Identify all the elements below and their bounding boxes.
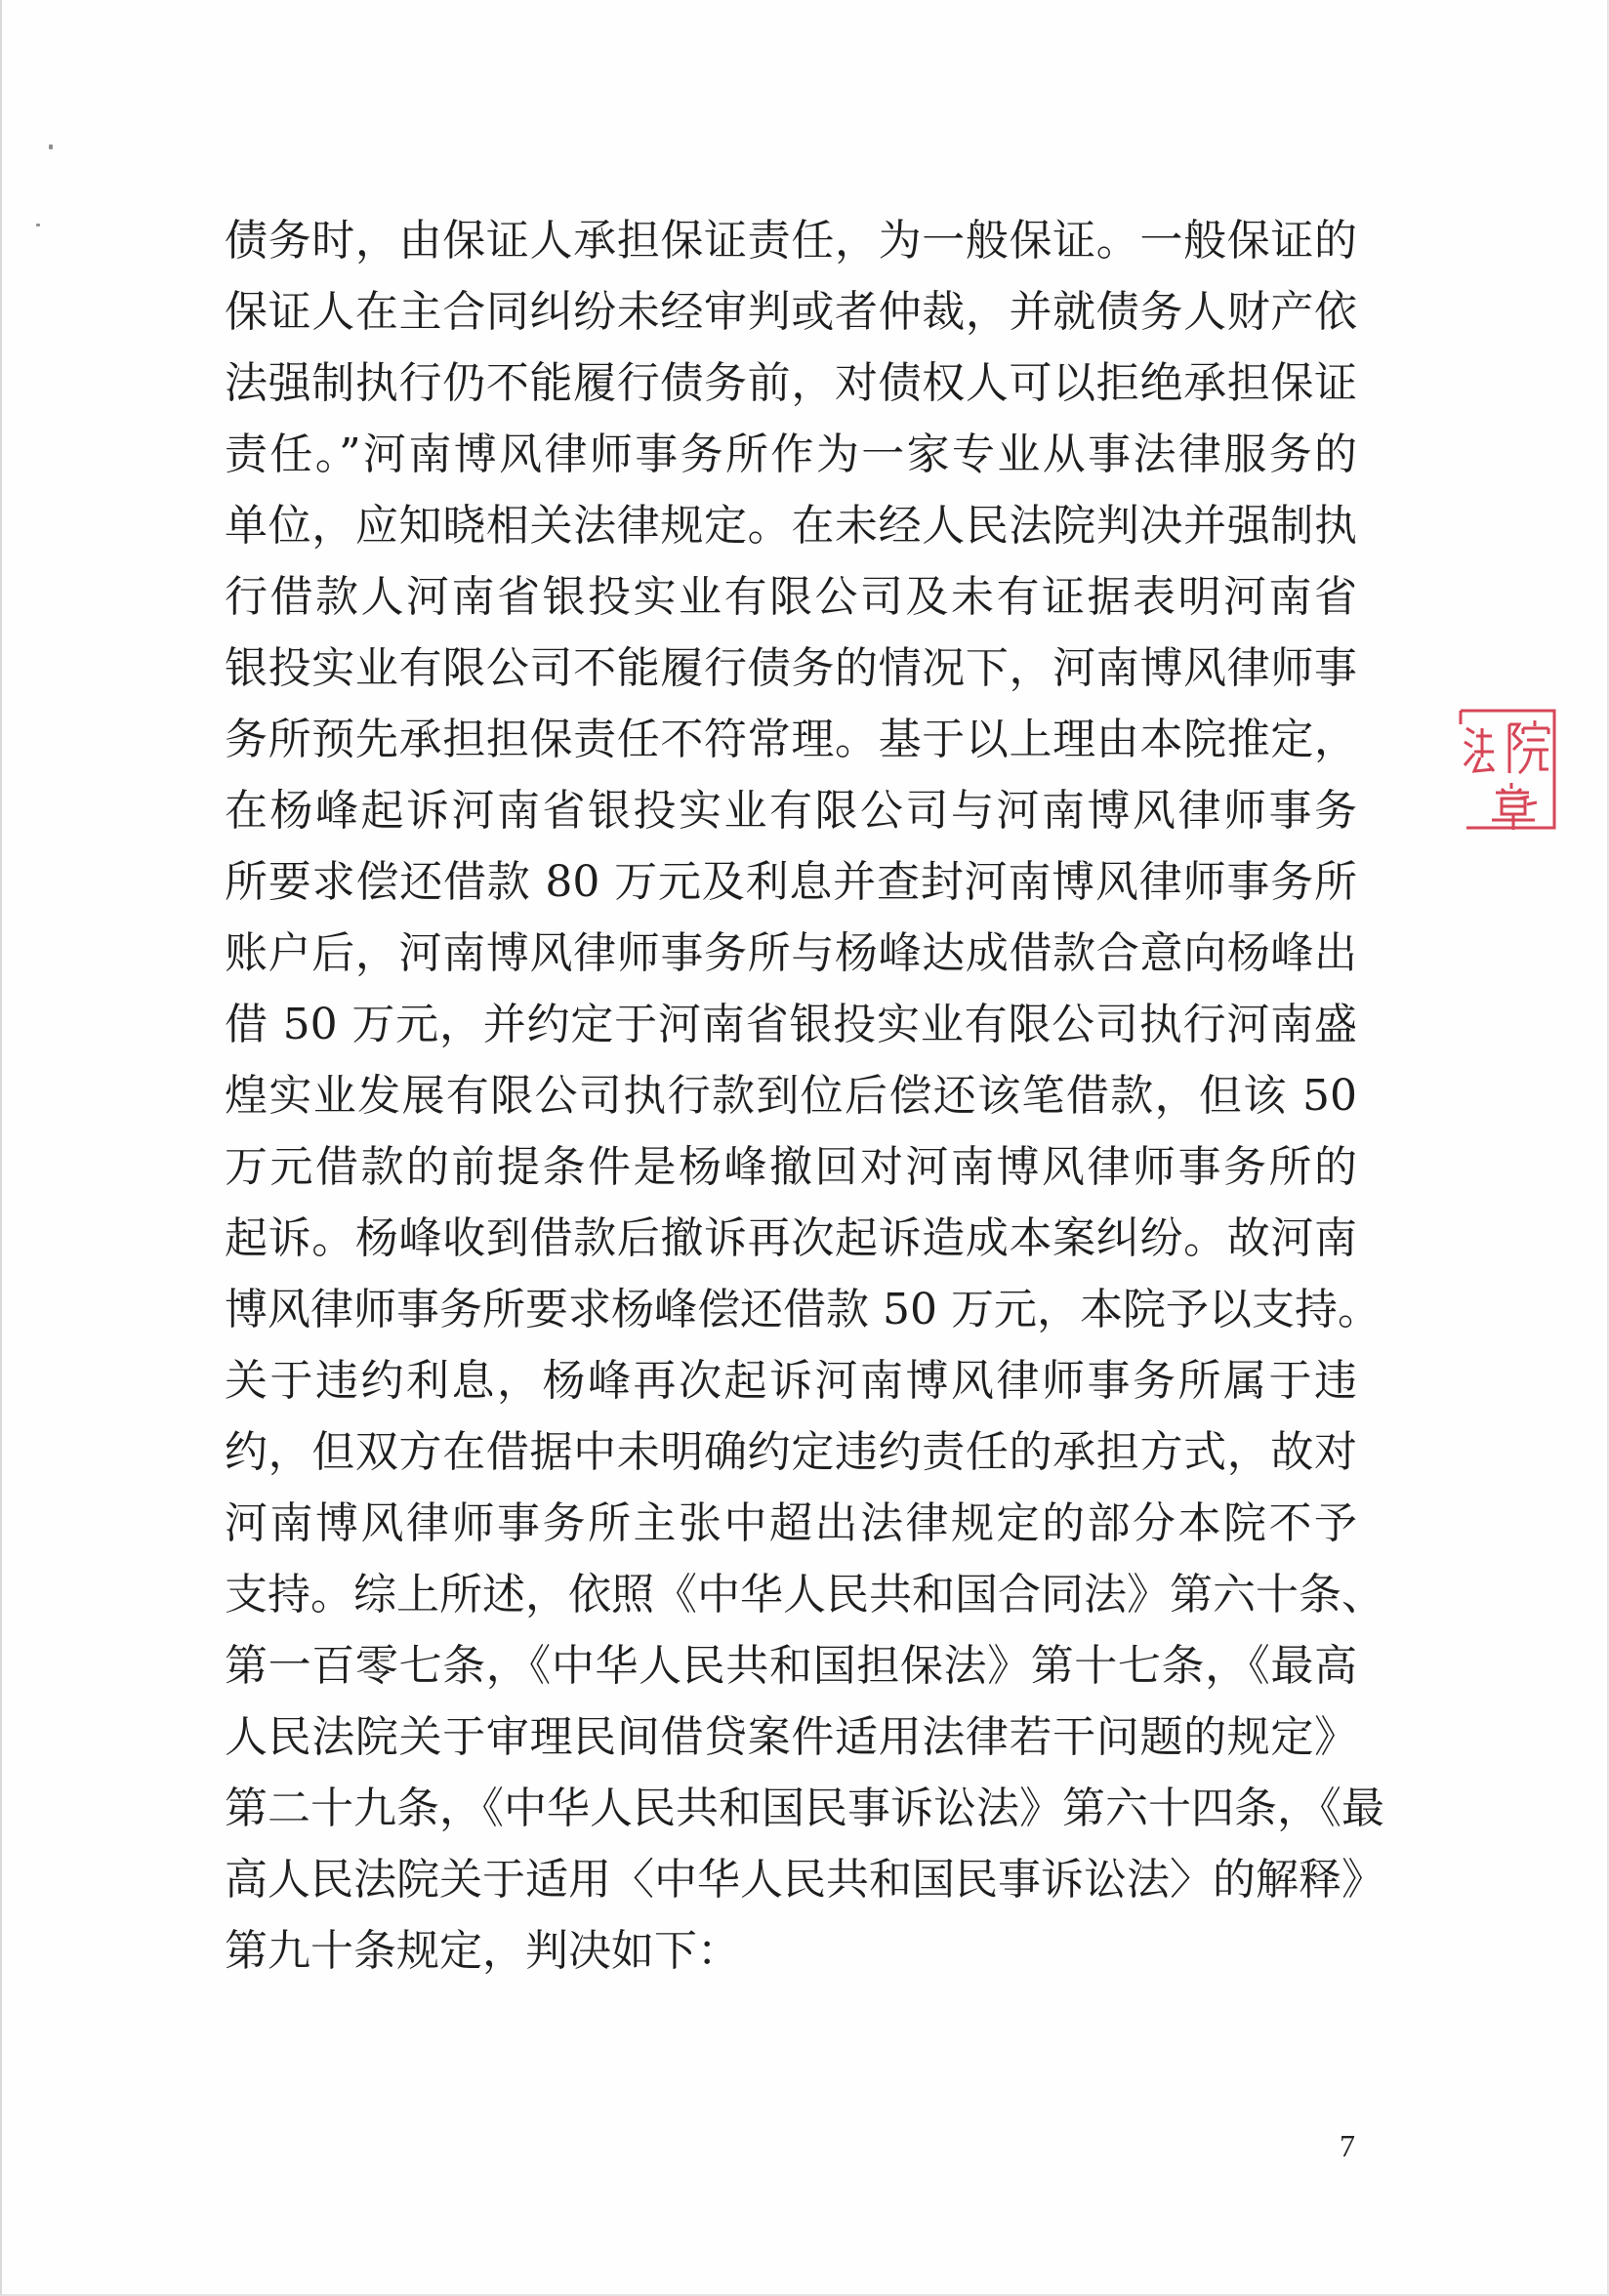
judgment-body-text — [225, 205, 1384, 1987]
text-line: 高人民法院关于适用〈中华人民共和国民事诉讼法〉的解释》 — [225, 1855, 1384, 1905]
text-line: 法强制执行仍不能履行债务前，对债权人可以拒绝承担保证 — [225, 358, 1357, 408]
text-line: 起诉。杨峰收到借款后撤诉再次起诉造成本案纠纷。故河南 — [225, 1213, 1357, 1263]
text-line: 所要求偿还借款 80 万元及利息并查封河南博风律师事务所 — [225, 857, 1357, 907]
text-line: 煌实业发展有限公司执行款到位后偿还该笔借款，但该 50 — [225, 1071, 1357, 1121]
text-line: 借 50 万元，并约定于河南省银投实业有限公司执行河南盛 — [225, 1000, 1357, 1049]
text-line: 河南博风律师事务所主张中超出法律规定的部分本院不予 — [225, 1498, 1357, 1548]
scan-speck — [49, 144, 53, 149]
text-line: 支持。综上所述，依照《中华人民共和国合同法》第六十条、 — [225, 1570, 1384, 1620]
text-line: 责任。”河南博风律师事务所作为一家专业从事法律服务的 — [225, 430, 1357, 479]
text-line: 人民法院关于审理民间借贷案件适用法律若干问题的规定》 — [225, 1712, 1357, 1762]
scan-speck — [36, 224, 40, 226]
text-line: 第二十九条，《中华人民共和国民事诉讼法》第六十四条，《最 — [225, 1784, 1384, 1833]
text-line: 务所预先承担担保责任不符常理。基于以上理由本院推定， — [225, 715, 1357, 764]
seal-graphic — [1453, 705, 1562, 834]
text-line: 银投实业有限公司不能履行债务的情况下，河南博风律师事 — [225, 643, 1357, 693]
text-line: 万元借款的前提条件是杨峰撤回对河南博风律师事务所的 — [225, 1142, 1357, 1192]
text-line: 行借款人河南省银投实业有限公司及未有证据表明河南省 — [225, 572, 1357, 622]
page-number: 7 — [1340, 2128, 1355, 2163]
text-line: 第九十条规定，判决如下： — [225, 1926, 740, 1976]
text-line: 在杨峰起诉河南省银投实业有限公司与河南博风律师事务 — [225, 786, 1357, 836]
text-line: 账户后，河南博风律师事务所与杨峰达成借款合意向杨峰出 — [225, 928, 1357, 978]
text-line: 关于违约利息，杨峰再次起诉河南博风律师事务所属于违 — [225, 1356, 1357, 1406]
text-line: 债务时，由保证人承担保证责任，为一般保证。一般保证的 — [225, 216, 1357, 266]
court-seal-stamp — [1453, 705, 1562, 834]
text-line: 单位，应知晓相关法律规定。在未经人民法院判决并强制执 — [225, 501, 1357, 551]
text-line: 第一百零七条，《中华人民共和国担保法》第十七条，《最高 — [225, 1641, 1357, 1691]
text-line: 约，但双方在借据中未明确约定违约责任的承担方式，故对 — [225, 1427, 1357, 1477]
text-line: 博风律师事务所要求杨峰偿还借款 50 万元，本院予以支持。 — [225, 1285, 1381, 1334]
text-line: 保证人在主合同纠纷未经审判或者仲裁，并就债务人财产依 — [225, 287, 1357, 337]
